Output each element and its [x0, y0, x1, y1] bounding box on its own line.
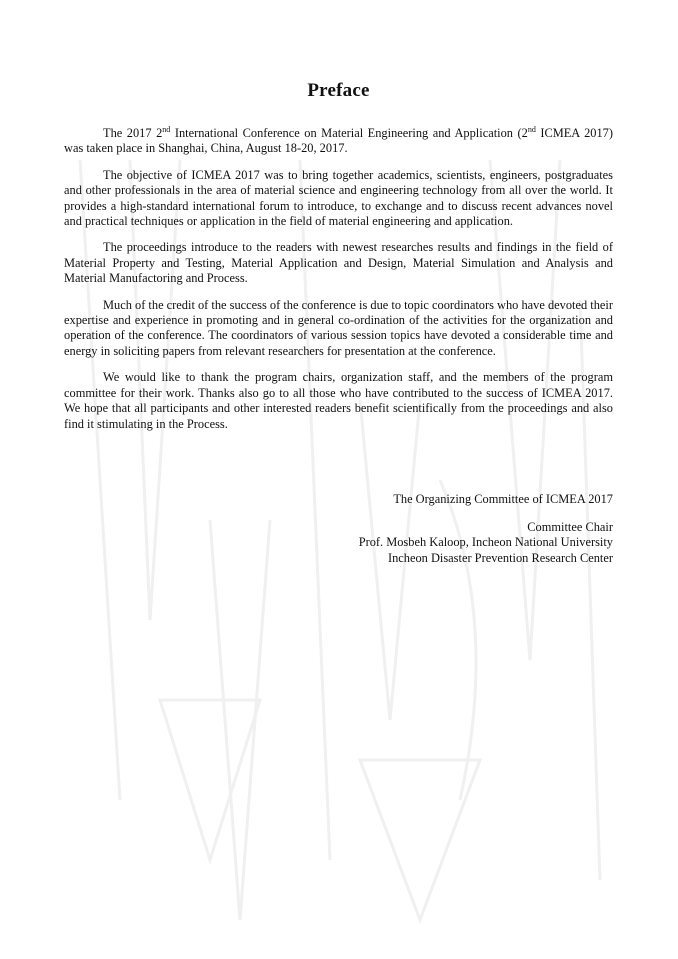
ordinal-superscript: nd	[527, 124, 536, 134]
paragraph-proceedings: The proceedings introduce to the readers with newest researches results and findings in the field of Material Property and Testing, Material Application and Design, Material Simulation and Analysis and Material Manufactoring and Process.	[64, 240, 613, 286]
intro-text-b: International Conference on Material Engineering and Application (2	[170, 126, 528, 140]
intro-text-c: ICMEA 2017) was taken place in Shanghai, China, August 18-20, 2017.	[64, 126, 614, 156]
page-title: Preface	[307, 80, 370, 101]
paragraph-thanks: We would like to thank the program chairs, organization staff, and the members of the program committee for their work. Thanks also go to all those who have contributed to the success of ICMEA 2017. We hope that all participants and other interested readers benefit scientifically from the proceedings and also find it stimulating in the Process.	[64, 370, 613, 431]
intro-text-a: The 2017 2	[103, 126, 163, 140]
document-page	[64, 80, 613, 566]
signature-name: Prof. Mosbeh Kaloop, Incheon National University	[358, 535, 613, 550]
signature-block	[64, 492, 613, 566]
signature-center: Incheon Disaster Prevention Research Center	[387, 550, 613, 565]
signature-committee: The Organizing Committee of ICMEA 2017	[393, 491, 613, 506]
paragraph-objective: The objective of ICMEA 2017 was to bring together academics, scientists, engineers, postgraduates and other professionals in the area of material science and engineering technology from all over the world. It provides a high-standard international forum to introduce, to exchange and to discuss recent advances novel and practical techniques or application in the field of material engineering and application.	[64, 167, 613, 229]
ordinal-superscript: nd	[162, 124, 171, 134]
paragraph-credit: Much of the credit of the success of the conference is due to topic coordinators who have devoted their expertise and experience in promoting and in general co-ordination of the activities for the organization and operation of the conference. The coordinators of various session topics have devoted a considerable time and energy in soliciting papers from relevant researchers for presentation at the conference.	[64, 297, 613, 358]
paragraph-conference-intro	[64, 126, 613, 157]
signature-role: Committee Chair	[527, 519, 613, 534]
